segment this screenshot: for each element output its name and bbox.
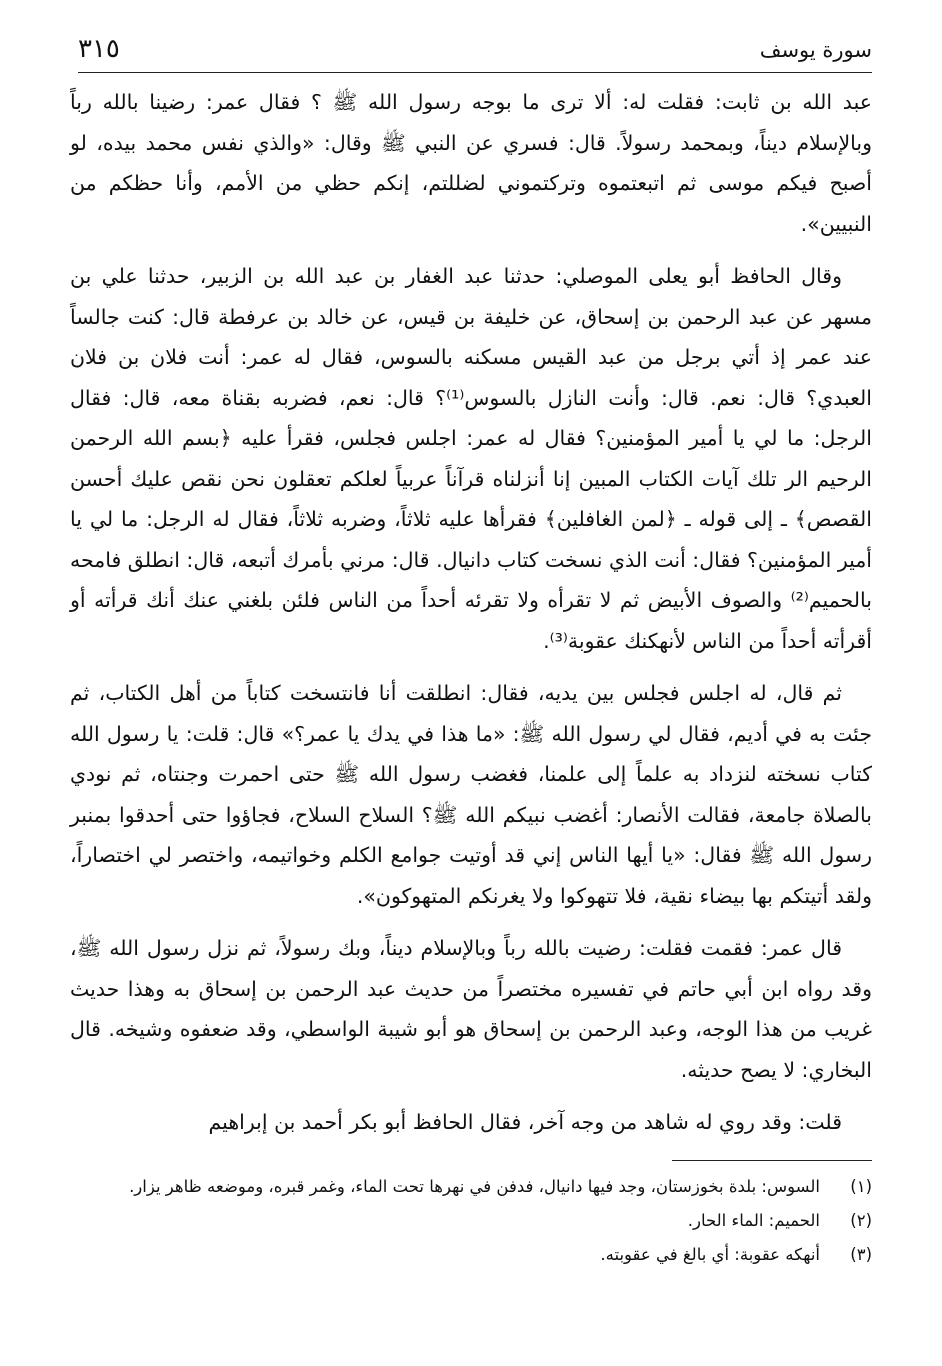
- paragraph: قال عمر: فقمت فقلت: رضيت بالله رباً وبالإسلام ديناً، وبك رسولاً، ثم نزل رسول الله ﷺ، وقد رواه ابن أبي حاتم في تفسيره مختصراً من حديث عبد الرحمن بن إسحاق به وهذا حديث غريب من هذا الوجه، وعبد الرحمن بن إسحاق هو أبو شيبة الواسطي، وقد ضعفوه وشيخه. قال البخاري: لا يصح حديثه.: [70, 936, 872, 1082]
- paragraph: عبد الله بن ثابت: فقلت له: ألا ترى ما بوجه رسول الله ﷺ ؟ فقال عمر: رضينا بالله رباً وبالإسلام ديناً، وبمحمد رسولاً. قال: فسري عن النبي ﷺ وقال: «والذي نفس محمد بيده، لو أصبح فيكم موسى ثم اتبعتموه وتركتموني لضللتم، إنكم حظي من الأمم، وأنا حظكم من النبيين».: [70, 90, 872, 236]
- footnote-separator: [672, 1160, 872, 1161]
- main-text: [70, 82, 872, 1155]
- paragraph: وقال الحافظ أبو يعلى الموصلي: حدثنا عبد الغفار بن عبد الله بن الزبير، حدثنا علي بن مسهر عن عبد الرحمن بن إسحاق، عن خليفة بن قيس، عن خالد بن عرفطة قال: كنت جالساً عند عمر إذ أتي برجل من عبد القيس مسكنه بالسوس، فقال له عمر: أنت فلان بن فلان العبدي؟ قال: نعم. قال: وأنت النازل بالسوس⁽¹⁾؟ قال: نعم، فضربه بقناة معه، قال: فقال الرجل: ما لي يا أمير المؤمنين؟ فقال له عمر: اجلس فجلس، فقرأ عليه ﴿بسم الله الرحمن الرحيم الر تلك آيات الكتاب المبين إنا أنزلناه قرآناً عربياً لعلكم تعقلون نحن نقص عليك أحسن القصص﴾ ـ إلى قوله ـ ﴿لمن الغافلين﴾ فقرأها عليه ثلاثاً، وضربه ثلاثاً، فقال له الرجل: ما لي يا أمير المؤمنين؟ فقال: أنت الذي نسخت كتاب دانيال. قال: مرني بأمرك أتبعه، قال: انطلق فامحه بالحميم⁽²⁾ والصوف الأبيض ثم لا تقرأه ولا تقرئه أحداً من الناس فلئن بلغني عنك أنك قرأته أو أقرأته أحداً من الناس لأنهكنك عقوبة⁽³⁾.: [70, 264, 872, 653]
- footnote: [70, 1240, 872, 1270]
- footnotes: [70, 1172, 872, 1274]
- footnote: [70, 1172, 872, 1202]
- surah-title: سورة يوسف: [759, 38, 872, 62]
- footnote-number: (٢): [850, 1211, 872, 1230]
- footnote: [70, 1206, 872, 1236]
- page-header: [78, 32, 872, 73]
- paragraph: ثم قال، له اجلس فجلس بين يديه، فقال: انطلقت أنا فانتسخت كتاباً من أهل الكتاب، ثم جئت به في أديم، فقال لي رسول الله ﷺ: «ما هذا في يدك يا عمر؟» قال: قلت: يا رسول الله كتاب نسخته لنزداد به علماً إلى علمنا، فغضب رسول الله ﷺ حتى احمرت وجنتاه، ثم نودي بالصلاة جامعة، فقالت الأنصار: أغضب نبيكم الله ﷺ؟ السلاح السلاح، فجاؤوا حتى أحدقوا بمنبر رسول الله ﷺ فقال: «يا أيها الناس إني قد أوتيت جوامع الكلم وخواتيمه، واختصر لي اختصاراً، ولقد أتيتكم بها بيضاء نقية، فلا تتهوكوا ولا يغرنكم المتهوكون».: [70, 681, 872, 908]
- footnote-text: أنهكه عقوبة: أي بالغ في عقوبته.: [600, 1245, 820, 1264]
- footnote-number: (١): [850, 1177, 872, 1196]
- footnote-text: السوس: بلدة بخوزستان، وجد فيها دانيال، فدفن في نهرها تحت الماء، وغمر قبره، وموضعه ظاهر يزار.: [129, 1177, 820, 1196]
- paragraph: قلت: وقد روي له شاهد من وجه آخر، فقال الحافظ أبو بكر أحمد بن إبراهيم: [208, 1110, 842, 1134]
- footnote-text: الحميم: الماء الحار.: [687, 1211, 820, 1230]
- page-number: ٣١٥: [78, 34, 120, 64]
- footnote-number: (٣): [850, 1245, 872, 1264]
